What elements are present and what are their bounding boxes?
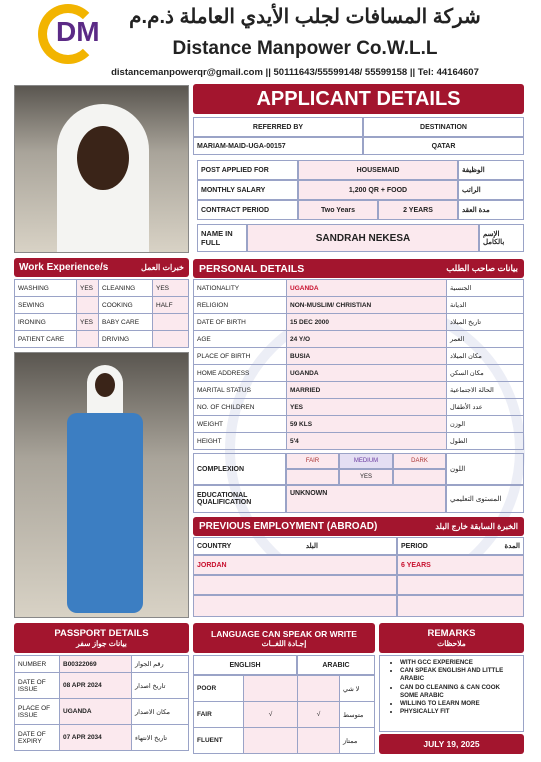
post-arabic-label: الوظيفة	[458, 160, 524, 180]
company-arabic-name: شركة المسافات لجلب الأيدي العاملة ذ.م.م	[129, 6, 481, 28]
period-label-text: PERIOD	[401, 542, 428, 550]
salary-label: MONTHLY SALARY	[197, 180, 298, 200]
skill-label: COOKING	[99, 297, 153, 314]
arabic-column-header: ARABIC	[297, 655, 375, 675]
list-item: • CAN SPEAK ENGLISH AND LITTLE ARABIC	[400, 667, 519, 683]
table-row	[15, 673, 189, 699]
destination-label: DESTINATION	[363, 117, 524, 137]
personal-details-title-arabic: بيانات صاحب الطلب	[446, 263, 518, 273]
table-row	[194, 433, 524, 450]
work-experience-title: Work Experience/s	[19, 262, 109, 273]
field-label: PLACE OF BIRTH	[194, 348, 287, 365]
remarks-list	[379, 655, 524, 732]
education-arabic-label: المستوى التعليمي	[446, 485, 524, 513]
table-row	[194, 297, 524, 314]
referred-by-value: MARIAM-MAID-UGA-00157	[193, 137, 363, 155]
page-title: APPLICANT DETAILS	[193, 84, 524, 114]
language-title: LANGUAGE CAN SPEAK OR WRITE	[211, 628, 357, 639]
table-row	[194, 331, 524, 348]
field-value: UGANDA	[287, 365, 447, 382]
skill-value: YES	[77, 314, 99, 331]
name-value: SANDRAH NEKESA	[247, 224, 479, 252]
passport-field-label: DATE OF EXPIRY	[15, 725, 60, 751]
field-label: NO. OF CHILDREN	[194, 399, 287, 416]
language-level-label: FAIR	[194, 702, 244, 728]
education-label: EDUCATIONAL QUALIFICATION	[193, 485, 286, 513]
passport-field-value: 08 APR 2024	[60, 673, 132, 699]
field-value: YES	[287, 399, 447, 416]
remarks-title-arabic: ملاحظات	[437, 639, 466, 648]
table-row	[15, 280, 189, 297]
table-row	[194, 280, 524, 297]
passport-field-value: B00322069	[60, 656, 132, 673]
skill-label: DRIVING	[99, 331, 153, 348]
field-label: HEIGHT	[194, 433, 287, 450]
english-level-mark	[244, 676, 298, 702]
personal-details-title: PERSONAL DETAILS	[199, 262, 305, 275]
passport-field-label: DATE OF ISSUE	[15, 673, 60, 699]
language-table	[193, 675, 375, 754]
field-arabic-label: مكان السكن	[447, 365, 524, 382]
skill-label: IRONING	[15, 314, 77, 331]
contact-line: distancemanpowerqr@gmail.com || 50111643/55599148/ 55599158 || Tel: 44164607	[111, 67, 479, 78]
name-label: NAME IN FULL	[197, 224, 247, 252]
salary-value: 1,200 QR + FOOD	[298, 180, 458, 200]
applicant-portrait-photo	[14, 85, 189, 253]
field-arabic-label: الوزن	[447, 416, 524, 433]
skill-label: CLEANING	[99, 280, 153, 297]
table-row	[194, 348, 524, 365]
table-row	[15, 725, 189, 751]
complexion-medium-mark: YES	[339, 469, 393, 485]
complexion-fair-mark	[286, 469, 339, 485]
previous-employment-title-arabic: الخبرة السابقة خارج البلد	[435, 522, 518, 531]
table-row	[15, 699, 189, 725]
previous-empty-row	[193, 595, 397, 617]
previous-empty-row	[397, 595, 524, 617]
personal-details-table	[193, 279, 524, 450]
list-item: • WITH GCC EXPERIENCE	[400, 659, 519, 667]
referred-by-label: REFERRED BY	[193, 117, 363, 137]
list-item: • WILLING TO LEARN MORE	[400, 700, 519, 708]
language-title-arabic: إجـادة اللغــات	[261, 638, 307, 648]
arabic-level-mark	[298, 728, 340, 754]
language-level-label: POOR	[194, 676, 244, 702]
table-row	[194, 382, 524, 399]
table-row	[194, 399, 524, 416]
previous-employment-title: PREVIOUS EMPLOYMENT (ABROAD)	[199, 521, 378, 532]
field-label: DATE OF BIRTH	[194, 314, 287, 331]
skill-value	[77, 297, 99, 314]
field-label: WEIGHT	[194, 416, 287, 433]
work-experience-title-arabic: خبرات العمل	[141, 263, 184, 272]
field-value: 5'4	[287, 433, 447, 450]
field-arabic-label: الديانة	[447, 297, 524, 314]
field-value: UGANDA	[287, 280, 447, 297]
field-value: NON-MUSLIM/ CHRISTIAN	[287, 297, 447, 314]
previous-period-value: 6 YEARS	[397, 555, 524, 575]
field-label: HOME ADDRESS	[194, 365, 287, 382]
skill-value	[77, 331, 99, 348]
passport-title-arabic: بيانات جواز سفر	[76, 639, 127, 648]
complexion-option-fair: FAIR	[286, 453, 339, 469]
period-label-arabic: المدة	[504, 543, 520, 550]
passport-field-label: PLACE OF ISSUE	[15, 699, 60, 725]
language-level-arabic: متوسط	[340, 702, 375, 728]
skill-label: BABY CARE	[99, 314, 153, 331]
field-value: 59 KLS	[287, 416, 447, 433]
field-label: NATIONALITY	[194, 280, 287, 297]
table-row	[15, 656, 189, 673]
post-label: POST APPLIED FOR	[197, 160, 298, 180]
country-label-arabic: البلد	[305, 543, 318, 550]
field-arabic-label: الطول	[447, 433, 524, 450]
personal-details-header	[193, 259, 524, 278]
skill-value	[153, 331, 189, 348]
passport-title: PASSPORT DETAILS	[54, 628, 149, 639]
contract-label: CONTRACT PERIOD	[197, 200, 298, 220]
passport-field-arabic: مكان الاصدار	[132, 699, 189, 725]
complexion-arabic-label: اللون	[446, 453, 524, 485]
previous-empty-row	[397, 575, 524, 595]
field-arabic-label: عدد الأطفال	[447, 399, 524, 416]
previous-employment-header	[193, 517, 524, 536]
country-label-text: COUNTRY	[197, 542, 232, 550]
period-label	[397, 537, 524, 555]
field-label: AGE	[194, 331, 287, 348]
table-row	[194, 365, 524, 382]
document-date: JULY 19, 2025	[379, 734, 524, 754]
skill-label: PATIENT CARE	[15, 331, 77, 348]
previous-empty-row	[193, 575, 397, 595]
table-row	[194, 702, 375, 728]
table-row	[15, 314, 189, 331]
remarks-header	[379, 623, 524, 653]
previous-country-value: JORDAN	[193, 555, 397, 575]
table-row	[15, 331, 189, 348]
field-value: BUSIA	[287, 348, 447, 365]
applicant-full-body-photo	[14, 352, 189, 618]
language-level-arabic: ممتاز	[340, 728, 375, 754]
language-level-arabic: لا شي	[340, 676, 375, 702]
list-item: • CAN DO CLEANING & CAN COOK SOME ARABIC	[400, 684, 519, 700]
education-value: UNKNOWN	[286, 485, 446, 513]
passport-header	[14, 623, 189, 653]
table-row	[194, 676, 375, 702]
list-item: • PHYSICALLY FIT	[400, 708, 519, 716]
passport-field-arabic: رقم الجواز	[132, 656, 189, 673]
skill-label: SEWING	[15, 297, 77, 314]
arabic-level-mark: √	[298, 702, 340, 728]
field-value: 15 DEC 2000	[287, 314, 447, 331]
complexion-label: COMPLEXION	[193, 453, 286, 485]
complexion-option-dark: DARK	[393, 453, 446, 469]
english-level-mark: √	[244, 702, 298, 728]
post-value: HOUSEMAID	[298, 160, 458, 180]
skill-value	[153, 314, 189, 331]
skill-value: HALF	[153, 297, 189, 314]
field-arabic-label: تاريخ الميلاد	[447, 314, 524, 331]
skill-value: YES	[153, 280, 189, 297]
field-label: RELIGION	[194, 297, 287, 314]
field-value: MARRIED	[287, 382, 447, 399]
remarks-title: REMARKS	[427, 628, 476, 639]
contract-arabic-label: مدة العقد	[458, 200, 524, 220]
complexion-option-medium: MEDIUM	[339, 453, 393, 469]
table-row	[194, 314, 524, 331]
table-row	[194, 416, 524, 433]
work-experience-header	[14, 258, 189, 277]
passport-table	[14, 655, 189, 751]
skill-value: YES	[77, 280, 99, 297]
language-level-label: FLUENT	[194, 728, 244, 754]
field-value: 24 Y/O	[287, 331, 447, 348]
english-column-header: ENGLISH	[193, 655, 297, 675]
field-arabic-label: الجنسية	[447, 280, 524, 297]
contract-value-years: 2 YEARS	[378, 200, 458, 220]
company-name: Distance Manpower Co.W.L.L	[172, 38, 438, 59]
arabic-level-mark	[298, 676, 340, 702]
passport-field-value: UGANDA	[60, 699, 132, 725]
salary-arabic-label: الراتب	[458, 180, 524, 200]
passport-field-value: 07 APR 2034	[60, 725, 132, 751]
english-level-mark	[244, 728, 298, 754]
field-label: MARITAL STATUS	[194, 382, 287, 399]
field-arabic-label: مكان الميلاد	[447, 348, 524, 365]
destination-value: QATAR	[363, 137, 524, 155]
passport-field-arabic: تاريخ اصدار	[132, 673, 189, 699]
name-arabic-label: الإسم بالكامل	[479, 224, 524, 252]
work-experience-table	[14, 279, 189, 348]
passport-field-label: NUMBER	[15, 656, 60, 673]
field-arabic-label: الحالة الاجتماعية	[447, 382, 524, 399]
field-arabic-label: العمر	[447, 331, 524, 348]
company-logo	[36, 2, 114, 66]
complexion-dark-mark	[393, 469, 446, 485]
table-row	[15, 297, 189, 314]
skill-label: WASHING	[15, 280, 77, 297]
logo-text: DM	[56, 16, 100, 47]
language-header	[193, 623, 375, 653]
table-row	[194, 728, 375, 754]
passport-field-arabic: تاريخ الانتهاء	[132, 725, 189, 751]
country-label	[193, 537, 397, 555]
contract-value: Two Years	[298, 200, 378, 220]
